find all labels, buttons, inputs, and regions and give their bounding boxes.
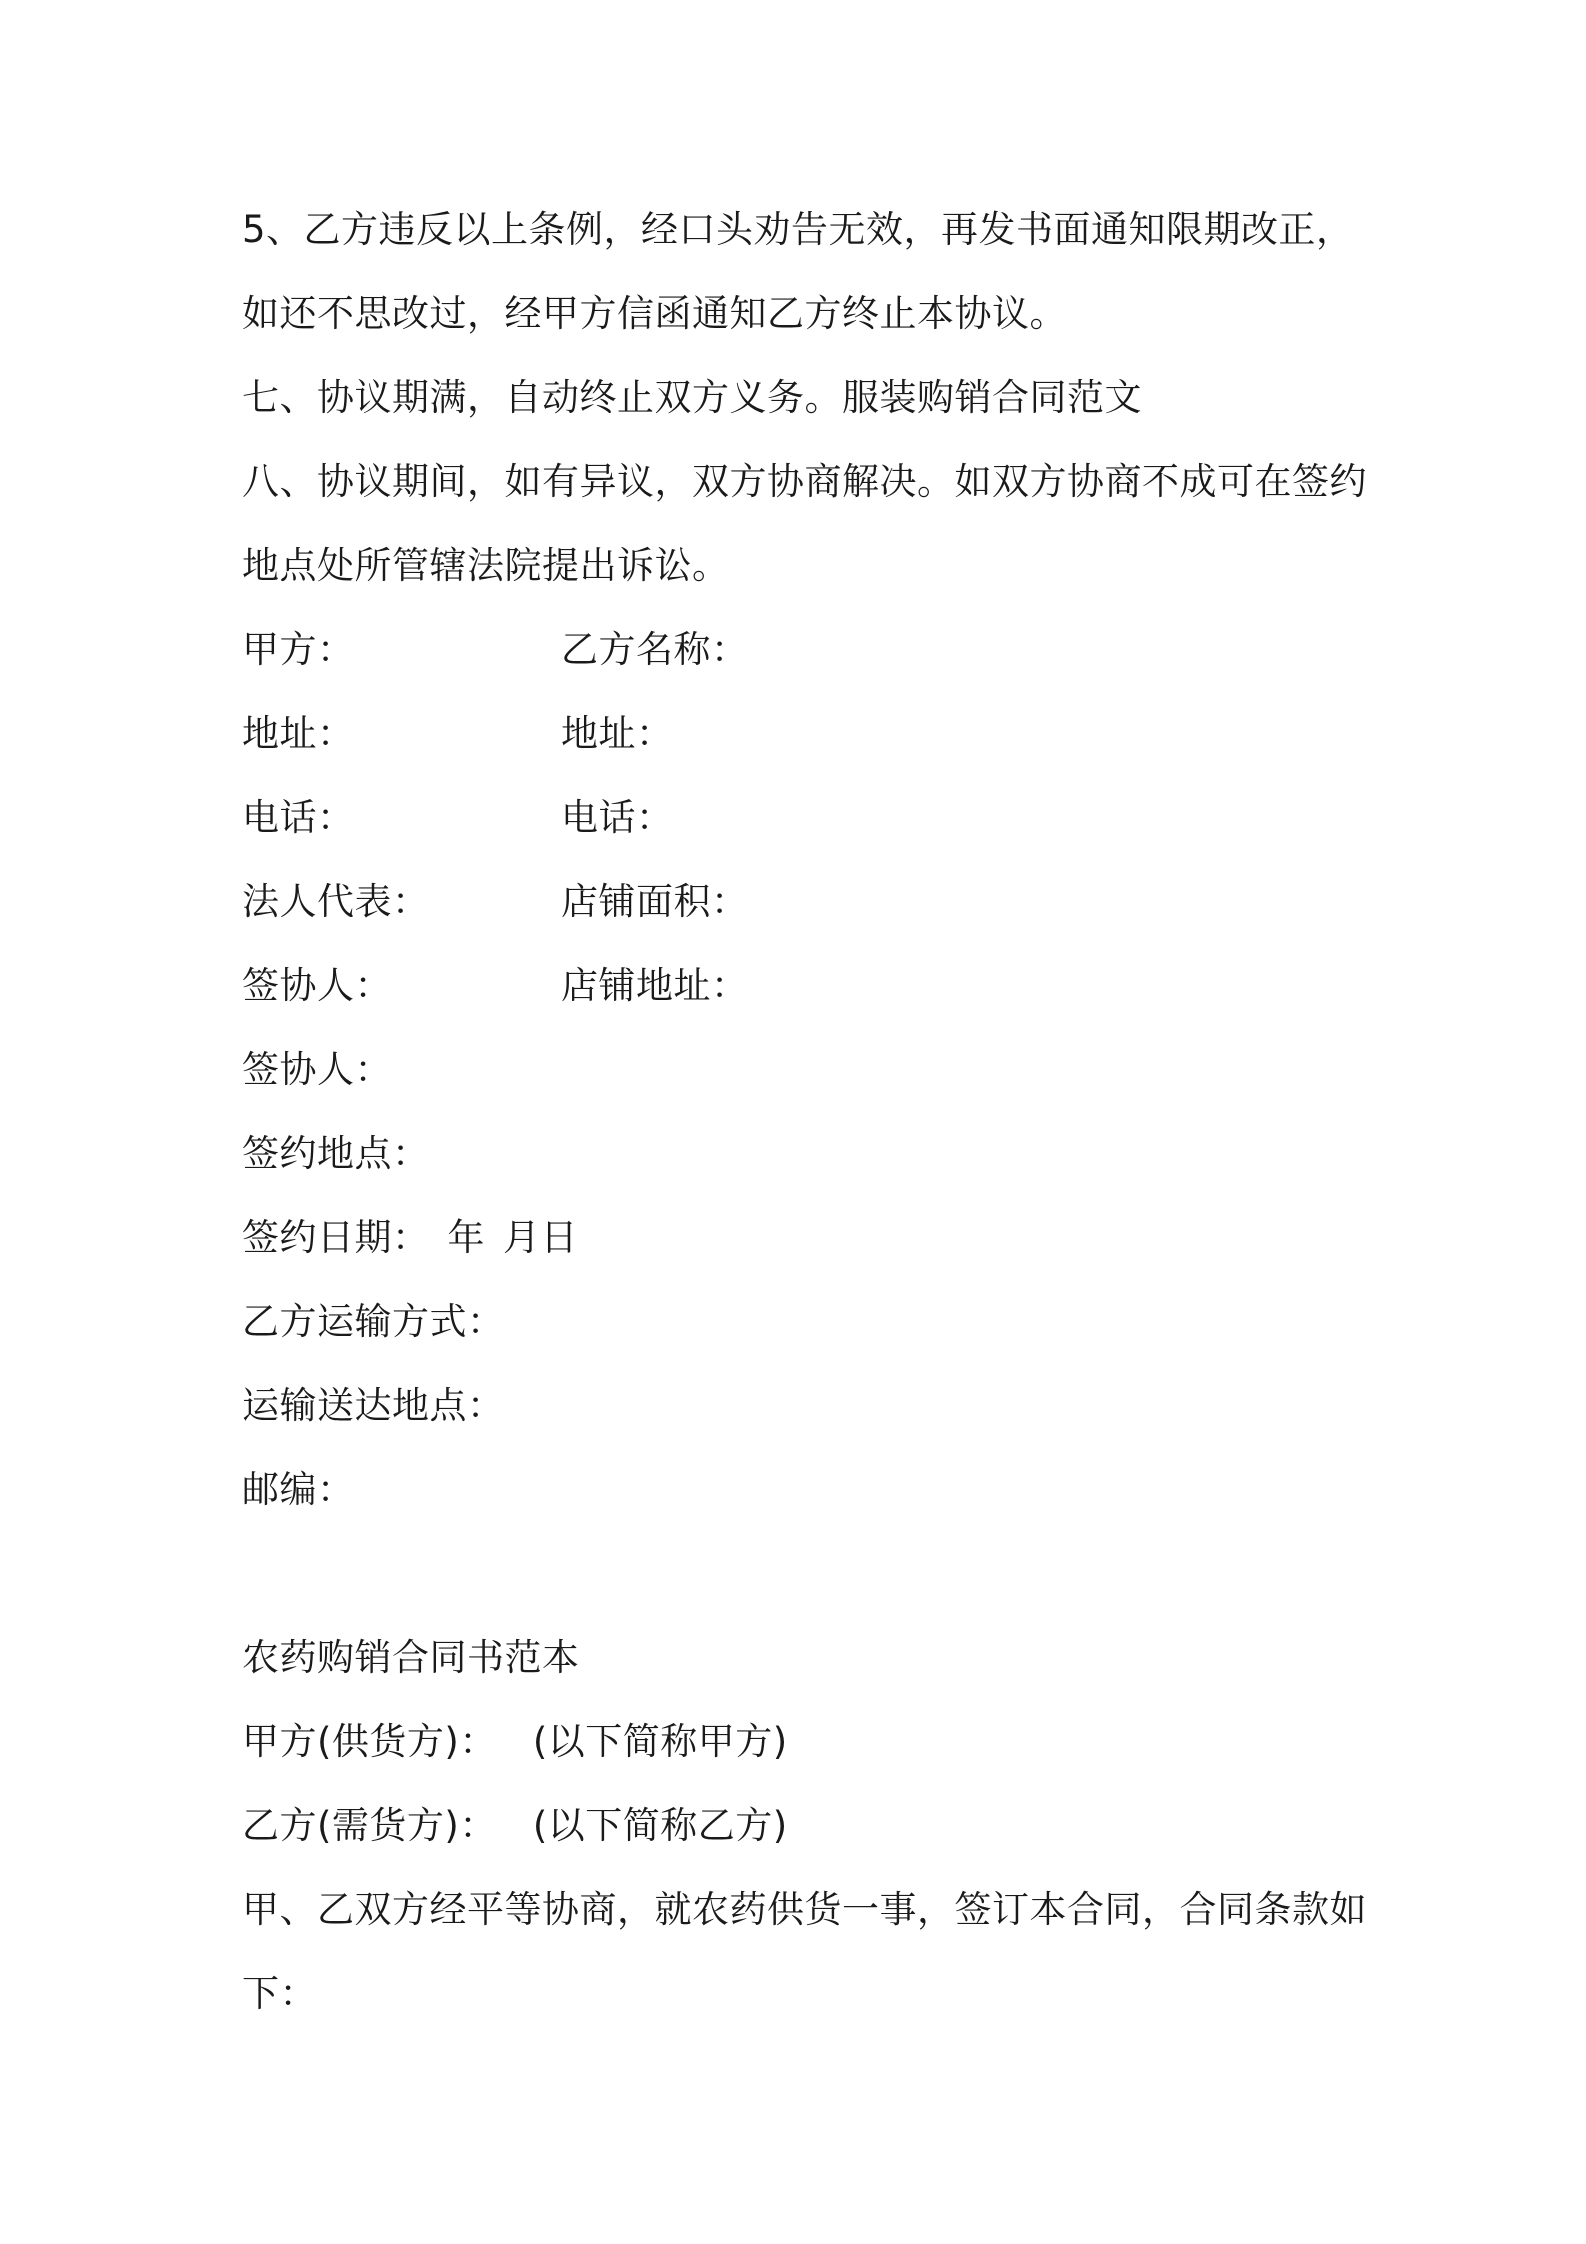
intro-line-1: 甲、乙双方经平等协商，就农药供货一事，签订本合同，合同条款如 [242,1888,1367,1931]
buyer-label: 乙方(需货方)： [242,1804,497,1847]
sign-date-label: 签约日期： [242,1216,430,1259]
supplier-note: (以下简称甲方) [532,1720,788,1763]
sign-date-line [242,1216,578,1260]
intro-line-2: 下： [242,1972,317,2015]
shop-area-label: 店铺面积： [561,880,749,923]
clause-5-line-1: 5、乙方违反以上条例，经口头劝告无效，再发书面通知限期改正， [242,208,1354,251]
legal-rep-label: 法人代表： [242,880,430,923]
transport-method-label: 乙方运输方式： [242,1300,505,1343]
sign-date-month-day: 月日 [503,1216,578,1259]
delivery-place-label: 运输送达地点： [242,1384,505,1427]
clause-8-line-1: 八、协议期间，如有异议，双方协商解决。如双方协商不成可在签约 [242,460,1367,503]
party-a-label: 甲方： [242,628,355,671]
postcode-label: 邮编： [242,1468,355,1511]
signatory-label-1: 签协人： [242,964,392,1007]
sign-place-label: 签约地点： [242,1132,430,1175]
party-a-address-label: 地址： [242,712,355,755]
party-b-address-label: 地址： [561,712,674,755]
sign-date-year: 年 [447,1216,485,1259]
party-b-name-label: 乙方名称： [561,628,749,671]
clause-8-line-2: 地点处所管辖法院提出诉讼。 [242,544,730,587]
buyer-note: (以下简称乙方) [532,1804,788,1847]
supplier-label: 甲方(供货方)： [242,1720,497,1763]
clause-5-line-2: 如还不思改过，经甲方信函通知乙方终止本协议。 [242,292,1067,335]
buyer-line [242,1804,788,1848]
party-b-phone-label: 电话： [561,796,674,839]
shop-address-label: 店铺地址： [561,964,749,1007]
supplier-line [242,1720,788,1764]
party-a-phone-label: 电话： [242,796,355,839]
second-contract-title: 农药购销合同书范本 [242,1636,580,1679]
signatory-label-2: 签协人： [242,1048,392,1091]
clause-7: 七、协议期满，自动终止双方义务。服装购销合同范文 [242,376,1142,419]
